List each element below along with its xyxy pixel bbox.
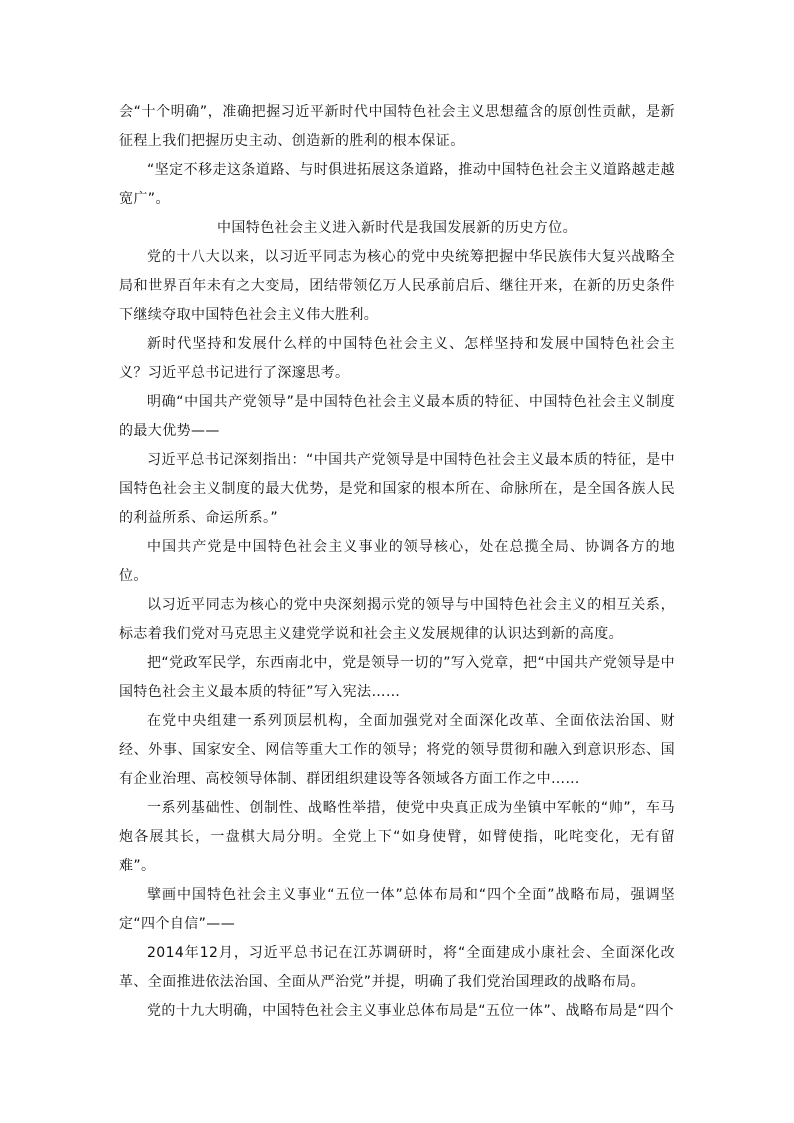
section-heading: 中国特色社会主义进入新时代是我国发展新的历史方位。 [217,220,577,236]
body-paragraph: 中国共产党是中国特色社会主义事业的领导核心，处在总揽全局、协调各方的地位。 [119,539,675,584]
body-paragraph: 一系列基础性、创制性、战略性举措，使党中央真正成为坐镇中军帐的“帅”，车马炮各展其长，一盘棋大局分明。全党上下“如身使臂，如臂使指，叱咤变化，无有留难”。 [119,800,675,874]
subheading-paragraph: 明确“中国共产党领导”是中国特色社会主义最本质的特征、中国特色社会主义制度的最大优势—— [119,394,675,439]
body-paragraph: 把“党政军民学，东西南北中，党是领导一切的”写入党章，把“中国共产党领导是中国特色社会主义最本质的特征”写入宪法…… [119,655,675,700]
body-paragraph: 新时代坚持和发展什么样的中国特色社会主义、怎样坚持和发展中国特色社会主义？习近平总书记进行了深邃思考。 [119,336,675,381]
body-paragraph: 以习近平同志为核心的党中央深刻揭示党的领导与中国特色社会主义的相互关系，标志着我们党对马克思主义建党学说和社会主义发展规律的认识达到新的高度。 [119,597,675,642]
quote-paragraph: 习近平总书记深刻指出：“中国共产党领导是中国特色社会主义最本质的特征，是中国特色社会主义制度的最大优势，是党和国家的根本所在、命脉所在，是全国各族人民的利益所系、命运所系。” [119,452,675,526]
body-paragraph: 在党中央组建一系列顶层机构，全面加强党对全面深化改革、全面依法治国、财经、外事、国家安全、网信等重大工作的领导；将党的领导贯彻和融入到意识形态、国有企业治理、高校领导体制、群团组织建设等各领域各方面工作之中…… [119,713,675,787]
subheading-paragraph: 擘画中国特色社会主义事业“五位一体”总体布局和“四个全面”战略布局，强调坚定“四个自信”—— [119,887,675,932]
paragraph-continuation: 会“十个明确”，准确把握习近平新时代中国特色社会主义思想蕴含的原创性贡献，是新征程上我们把握历史主动、创造新的胜利的根本保证。 [119,104,675,149]
body-paragraph: 党的十九大明确，中国特色社会主义事业总体布局是“五位一体”、战略布局是“四个 [147,1003,674,1019]
body-paragraph: 党的十八大以来，以习近平同志为核心的党中央统筹把握中华民族伟大复兴战略全局和世界百年未有之大变局，团结带领亿万人民承前启后、继往开来，在新的历史条件下继续夺取中国特色社会主义伟大胜利。 [119,249,675,323]
quote-paragraph: “坚定不移走这条道路、与时俱进拓展这条道路，推动中国特色社会主义道路越走越宽广”。 [119,162,675,207]
body-paragraph: 2014年12月，习近平总书记在江苏调研时，将“全面建成小康社会、全面深化改革、全面推进依法治国、全面从严治党”并提，明确了我们党治国理政的战略布局。 [119,945,675,990]
document-page [119,98,675,1026]
